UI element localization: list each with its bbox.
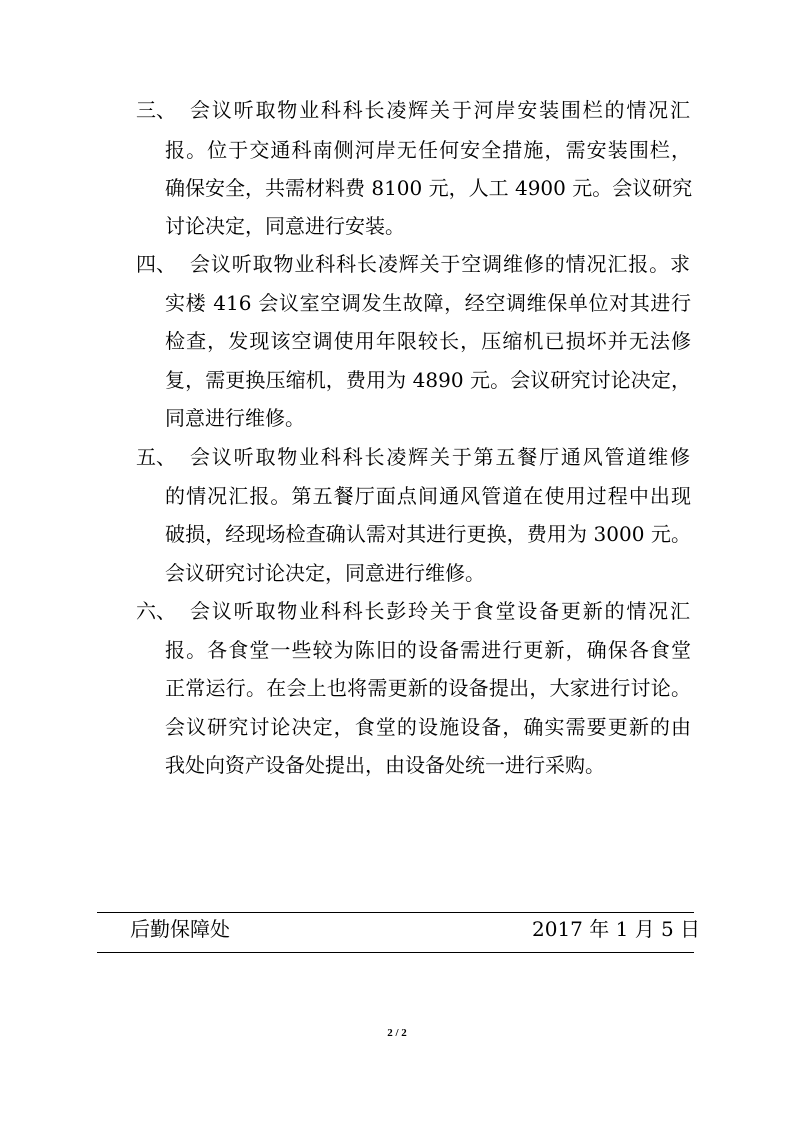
item-text-line: 会议听取物业科科长凌辉关于河岸安装围栏的情况汇 <box>190 98 690 122</box>
footer-top-rule <box>97 912 694 913</box>
footer-bottom-rule <box>97 952 694 953</box>
issuing-department: 后勤保障处 <box>130 917 230 941</box>
item-text-line: 正常运行。在会上也将需更新的设备提出，大家进行讨论。 <box>165 676 691 700</box>
item-text-line: 会议听取物业科科长凌辉关于空调维修的情况汇报。求 <box>190 252 690 276</box>
item-text-line: 讨论决定，同意进行安装。 <box>165 214 405 238</box>
item-text-line: 会议研究讨论决定，食堂的设施设备，确实需要更新的由 <box>165 715 691 739</box>
item-text-line: 会议听取物业科科长彭玲关于食堂设备更新的情况汇 <box>190 599 690 623</box>
item-text-line: 我处向资产设备处提出，由设备处统一进行采购。 <box>165 753 605 777</box>
item-number: 五、 <box>136 445 176 469</box>
item-number: 三、 <box>136 98 176 122</box>
item-number: 四、 <box>136 252 176 276</box>
item-text-line: 破损，经现场检查确认需对其进行更换，费用为 3000 元。 <box>165 522 691 546</box>
item-text-line: 报。位于交通科南侧河岸无任何安全措施，需安装围栏， <box>165 138 691 162</box>
item-text-line: 会议研究讨论决定，同意进行维修。 <box>165 561 485 585</box>
item-number: 六、 <box>136 599 176 623</box>
item-text-line: 确保安全，共需材料费 8100 元，人工 4900 元。会议研究 <box>165 176 693 200</box>
item-text-line: 报。各食堂一些较为陈旧的设备需进行更新，确保各食堂 <box>165 638 691 662</box>
item-text-line: 实楼 416 会议室空调发生故障，经空调维保单位对其进行 <box>165 291 691 315</box>
item-text-line: 的情况汇报。第五餐厅面点间通风管道在使用过程中出现 <box>165 484 691 508</box>
item-text-line: 复，需更换压缩机，费用为 4890 元。会议研究讨论决定， <box>165 368 691 392</box>
item-text-line: 会议听取物业科科长凌辉关于第五餐厅通风管道维修 <box>190 445 690 469</box>
item-text-line: 同意进行维修。 <box>165 406 305 430</box>
page-number: 2 / 2 <box>387 1027 407 1039</box>
issue-date: 2017 年 1 月 5 日 <box>532 917 701 941</box>
item-text-line: 检查，发现该空调使用年限较长，压缩机已损坏并无法修 <box>165 329 691 353</box>
